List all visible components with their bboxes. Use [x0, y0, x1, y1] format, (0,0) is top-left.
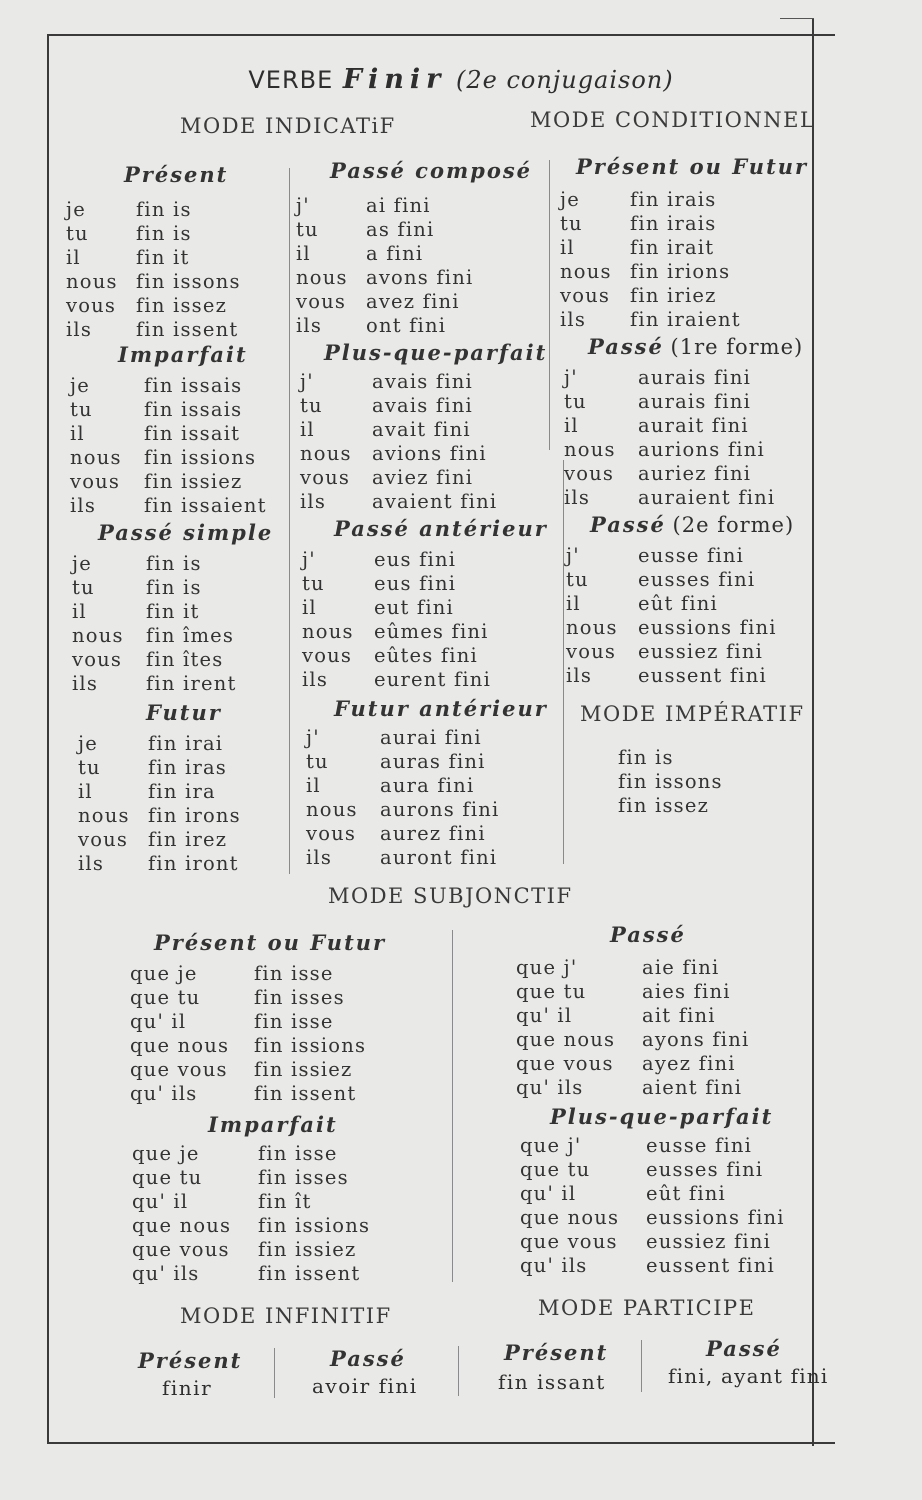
- imperatif-form: fin issons: [618, 770, 723, 793]
- verb-form: fin is: [146, 552, 202, 575]
- title-suffix: (2e conjugaison): [455, 66, 674, 94]
- verb-form: fin îtes: [146, 648, 224, 671]
- participe-passe-heading: Passé: [706, 1336, 782, 1361]
- indicatif-present-heading: Présent: [124, 162, 229, 187]
- verb-form: fin is: [146, 576, 202, 599]
- divider-inf-part: [458, 1346, 459, 1396]
- pronoun: vous: [306, 822, 357, 845]
- verb-form: fin iriez: [630, 284, 717, 307]
- conditionnel-passe2-title: Passé: [590, 512, 666, 537]
- mode-participe-heading: MODE PARTICIPE: [538, 1296, 756, 1320]
- participe-present-value: fin issant: [498, 1370, 606, 1394]
- verb-form: eussions fini: [638, 616, 777, 639]
- verb-form: eusse fini: [646, 1134, 753, 1157]
- title-verb: Finir: [342, 64, 447, 95]
- verb-form: fin issiez: [144, 470, 243, 493]
- pronoun: nous: [66, 270, 118, 293]
- pronoun: il: [78, 780, 93, 803]
- verb-form: fin irai: [148, 732, 224, 755]
- pronoun: que tu: [516, 980, 587, 1003]
- verb-form: fin it: [146, 600, 200, 623]
- verb-form: eût fini: [646, 1182, 726, 1205]
- verb-form: avions fini: [372, 442, 487, 465]
- divider-col2: [549, 160, 550, 450]
- pronoun: que vous: [516, 1052, 614, 1075]
- pronoun: que je: [132, 1142, 200, 1165]
- verb-form: ai fini: [366, 194, 431, 217]
- pronoun: que nous: [516, 1028, 616, 1051]
- verb-form: fin iras: [148, 756, 228, 779]
- verb-form: eusses fini: [638, 568, 756, 591]
- pronoun: vous: [78, 828, 129, 851]
- title-prefix: VERBE: [248, 66, 334, 94]
- verb-form: fin issent: [254, 1082, 357, 1105]
- participe-passe-value: fini, ayant fini: [668, 1364, 829, 1388]
- verb-form: a fini: [366, 242, 424, 265]
- subjonctif-present-heading: Présent ou Futur: [154, 930, 387, 955]
- pronoun: vous: [300, 466, 351, 489]
- verb-form: avaient fini: [372, 490, 498, 513]
- conditionnel-passe1-form: (1re forme): [670, 335, 804, 359]
- pronoun: nous: [300, 442, 352, 465]
- conditionnel-passe2-form: (2e forme): [672, 513, 795, 537]
- verb-form: fin isse: [254, 962, 334, 985]
- pronoun: tu: [300, 394, 323, 417]
- indicatif-futur-heading: Futur: [146, 700, 222, 725]
- pronoun: ils: [72, 672, 99, 695]
- indicatif-passe-simple-heading: Passé simple: [98, 520, 274, 545]
- verb-form: fin irent: [146, 672, 237, 695]
- verb-form: fin isses: [258, 1166, 349, 1189]
- divider-subjonctif: [452, 930, 453, 1282]
- pronoun: que nous: [132, 1214, 232, 1237]
- divider-col1: [289, 168, 290, 874]
- verb-form: fin issions: [254, 1034, 367, 1057]
- verb-form: eusses fini: [646, 1158, 764, 1181]
- pronoun: nous: [70, 446, 122, 469]
- pronoun: ils: [560, 308, 587, 331]
- divider-col2-lower: [563, 460, 564, 864]
- pronoun: que je: [130, 962, 198, 985]
- verb-form: fin iraient: [630, 308, 741, 331]
- subjonctif-plus-que-parfait-heading: Plus-que-parfait: [550, 1104, 774, 1129]
- infinitif-passe-value: avoir fini: [312, 1374, 418, 1398]
- pronoun: ils: [296, 314, 323, 337]
- pronoun: ils: [566, 664, 593, 687]
- pronoun: je: [72, 552, 92, 575]
- pronoun: je: [560, 188, 580, 211]
- verb-form: fin isse: [254, 1010, 334, 1033]
- verb-form: fin irons: [148, 804, 241, 827]
- verb-form: aurez fini: [380, 822, 486, 845]
- verb-form: fin issent: [258, 1262, 361, 1285]
- verb-form: fin irez: [148, 828, 228, 851]
- verb-form: fin is: [136, 198, 192, 221]
- verb-form: avez fini: [366, 290, 460, 313]
- infinitif-present-heading: Présent: [138, 1348, 243, 1373]
- verb-form: eussiez fini: [646, 1230, 772, 1253]
- verb-form: fin iront: [148, 852, 239, 875]
- divider-infinitif: [274, 1348, 275, 1398]
- imperatif-block: [618, 746, 723, 818]
- pronoun: tu: [72, 576, 95, 599]
- pronoun: que tu: [520, 1158, 591, 1181]
- pronoun: qu' ils: [132, 1262, 200, 1285]
- verb-form: avais fini: [372, 394, 473, 417]
- verb-form: aurons fini: [380, 798, 500, 821]
- verb-form: fin isse: [258, 1142, 338, 1165]
- verb-form: eussent fini: [638, 664, 767, 687]
- pronoun: que vous: [132, 1238, 230, 1261]
- verb-form: aviez fini: [372, 466, 474, 489]
- verb-form: avais fini: [372, 370, 473, 393]
- mode-indicatif-heading: MODE INDICATiF: [180, 114, 396, 138]
- pronoun: j': [566, 544, 580, 567]
- verb-form: aie fini: [642, 956, 720, 979]
- verb-form: fin issiez: [258, 1238, 357, 1261]
- pronoun: ils: [70, 494, 97, 517]
- subjonctif-imparfait-heading: Imparfait: [208, 1112, 338, 1137]
- pronoun: que vous: [520, 1230, 618, 1253]
- pronoun: ils: [302, 668, 329, 691]
- pronoun: qu' il: [130, 1010, 187, 1033]
- divider-participe: [641, 1340, 642, 1392]
- verb-form: fin it: [136, 246, 190, 269]
- pronoun: tu: [564, 390, 587, 413]
- verb-form: eûmes fini: [374, 620, 489, 643]
- infinitif-present-value: finir: [162, 1376, 213, 1400]
- pronoun: il: [70, 422, 85, 445]
- pronoun: tu: [306, 750, 329, 773]
- pronoun: vous: [564, 462, 615, 485]
- pronoun: nous: [306, 798, 358, 821]
- indicatif-passe-compose-heading: Passé composé: [330, 158, 533, 183]
- mode-infinitif-heading: MODE INFINITIF: [180, 1304, 392, 1328]
- verb-form: fin ira: [148, 780, 216, 803]
- verb-form: ayez fini: [642, 1052, 736, 1075]
- verb-form: fin isses: [254, 986, 345, 1009]
- conditionnel-passe2-heading: [590, 512, 794, 537]
- pronoun: qu' ils: [130, 1082, 198, 1105]
- pronoun: j': [306, 726, 320, 749]
- pronoun: qu' il: [516, 1004, 573, 1027]
- pronoun: que vous: [130, 1058, 228, 1081]
- pronoun: ils: [300, 490, 327, 513]
- pronoun: tu: [66, 222, 89, 245]
- pronoun: tu: [560, 212, 583, 235]
- verb-form: fin issions: [258, 1214, 371, 1237]
- conditionnel-passe1-title: Passé: [588, 334, 664, 359]
- pronoun: il: [306, 774, 321, 797]
- verb-form: as fini: [366, 218, 435, 241]
- verb-form: aurais fini: [638, 366, 752, 389]
- pronoun: que tu: [130, 986, 201, 1009]
- pronoun: ils: [306, 846, 333, 869]
- pronoun: ils: [78, 852, 105, 875]
- pronoun: j': [296, 194, 310, 217]
- pronoun: vous: [566, 640, 617, 663]
- pronoun: vous: [302, 644, 353, 667]
- page-right-edge: [812, 18, 814, 1446]
- pronoun: que nous: [130, 1034, 230, 1057]
- infinitif-passe-heading: Passé: [330, 1346, 406, 1371]
- verb-form: avons fini: [366, 266, 474, 289]
- pronoun: il: [72, 600, 87, 623]
- pronoun: qu' ils: [520, 1254, 588, 1277]
- verb-form: aura fini: [380, 774, 475, 797]
- verb-form: eus fini: [374, 572, 457, 595]
- verb-form: fin issait: [144, 422, 241, 445]
- verb-form: ait fini: [642, 1004, 716, 1027]
- mode-subjonctif-heading: MODE SUBJONCTIF: [328, 884, 573, 908]
- pronoun: tu: [566, 568, 589, 591]
- pronoun: vous: [66, 294, 117, 317]
- pronoun: nous: [564, 438, 616, 461]
- indicatif-imparfait-heading: Imparfait: [118, 342, 248, 367]
- conditionnel-passe1-heading: [588, 334, 803, 359]
- indicatif-plus-que-parfait-heading: Plus-que-parfait: [324, 340, 548, 365]
- verb-form: fin irait: [630, 236, 715, 259]
- pronoun: nous: [296, 266, 348, 289]
- participe-present-heading: Présent: [504, 1340, 609, 1365]
- verb-form: aurais fini: [638, 390, 752, 413]
- verb-form: eûtes fini: [374, 644, 478, 667]
- verb-form: eusse fini: [638, 544, 745, 567]
- verb-form: eussent fini: [646, 1254, 775, 1277]
- pronoun: que nous: [520, 1206, 620, 1229]
- pronoun: j': [564, 366, 578, 389]
- pronoun: j': [300, 370, 314, 393]
- verb-form: eus fini: [374, 548, 457, 571]
- verb-form: eut fini: [374, 596, 454, 619]
- pronoun: il: [566, 592, 581, 615]
- verb-form: fin irions: [630, 260, 731, 283]
- pronoun: nous: [78, 804, 130, 827]
- pronoun: j': [302, 548, 316, 571]
- pronoun: tu: [296, 218, 319, 241]
- pronoun: qu' il: [520, 1182, 577, 1205]
- pronoun: que j': [520, 1134, 582, 1157]
- verb-form: eussions fini: [646, 1206, 785, 1229]
- verb-form: fin issais: [144, 374, 243, 397]
- verb-form: fin ît: [258, 1190, 312, 1213]
- pronoun: ils: [564, 486, 591, 509]
- verb-form: fin issaient: [144, 494, 267, 517]
- imperatif-form: fin issez: [618, 794, 710, 817]
- verb-form: aies fini: [642, 980, 731, 1003]
- page-top-tick: [780, 18, 814, 19]
- verb-form: fin issez: [136, 294, 228, 317]
- verb-form: fin issent: [136, 318, 239, 341]
- pronoun: tu: [78, 756, 101, 779]
- mode-imperatif-heading: MODE IMPÉRATIF: [580, 702, 805, 726]
- pronoun: il: [66, 246, 81, 269]
- pronoun: il: [560, 236, 575, 259]
- verb-form: fin issions: [144, 446, 257, 469]
- verb-form: auront fini: [380, 846, 498, 869]
- pronoun: tu: [70, 398, 93, 421]
- pronoun: vous: [72, 648, 123, 671]
- verb-form: aurai fini: [380, 726, 482, 749]
- verb-form: fin issiez: [254, 1058, 353, 1081]
- pronoun: je: [78, 732, 98, 755]
- verb-form: avait fini: [372, 418, 471, 441]
- mode-conditionnel-heading: MODE CONDITIONNEL: [530, 108, 816, 132]
- pronoun: il: [300, 418, 315, 441]
- verb-form: auras fini: [380, 750, 486, 773]
- verb-form: auraient fini: [638, 486, 776, 509]
- verb-form: fin is: [136, 222, 192, 245]
- verb-form: auriez fini: [638, 462, 752, 485]
- pronoun: que j': [516, 956, 578, 979]
- imperatif-form: fin is: [618, 746, 674, 769]
- pronoun: nous: [566, 616, 618, 639]
- pronoun: il: [564, 414, 579, 437]
- pronoun: vous: [296, 290, 347, 313]
- verb-form: ont fini: [366, 314, 447, 337]
- pronoun: que tu: [132, 1166, 203, 1189]
- pronoun: je: [66, 198, 86, 221]
- pronoun: il: [296, 242, 311, 265]
- page-title: [0, 64, 922, 95]
- conditionnel-present-heading: Présent ou Futur: [576, 154, 809, 179]
- pronoun: qu' ils: [516, 1076, 584, 1099]
- verb-form: eût fini: [638, 592, 718, 615]
- pronoun: ils: [66, 318, 93, 341]
- verb-form: aurions fini: [638, 438, 765, 461]
- indicatif-passe-anterieur-heading: Passé antérieur: [334, 516, 548, 541]
- verb-form: eussiez fini: [638, 640, 764, 663]
- pronoun: nous: [72, 624, 124, 647]
- pronoun: je: [70, 374, 90, 397]
- verb-form: fin issais: [144, 398, 243, 421]
- pronoun: qu' il: [132, 1190, 189, 1213]
- pronoun: nous: [560, 260, 612, 283]
- verb-form: fin irais: [630, 212, 717, 235]
- subjonctif-passe-heading: Passé: [610, 922, 686, 947]
- pronoun: vous: [560, 284, 611, 307]
- verb-form: fin irais: [630, 188, 717, 211]
- verb-form: aurait fini: [638, 414, 749, 437]
- pronoun: tu: [302, 572, 325, 595]
- pronoun: il: [302, 596, 317, 619]
- verb-form: fin issons: [136, 270, 241, 293]
- verb-form: aient fini: [642, 1076, 743, 1099]
- pronoun: nous: [302, 620, 354, 643]
- verb-form: eurent fini: [374, 668, 492, 691]
- indicatif-futur-anterieur-heading: Futur antérieur: [334, 696, 548, 721]
- pronoun: vous: [70, 470, 121, 493]
- verb-form: fin îmes: [146, 624, 235, 647]
- verb-form: ayons fini: [642, 1028, 750, 1051]
